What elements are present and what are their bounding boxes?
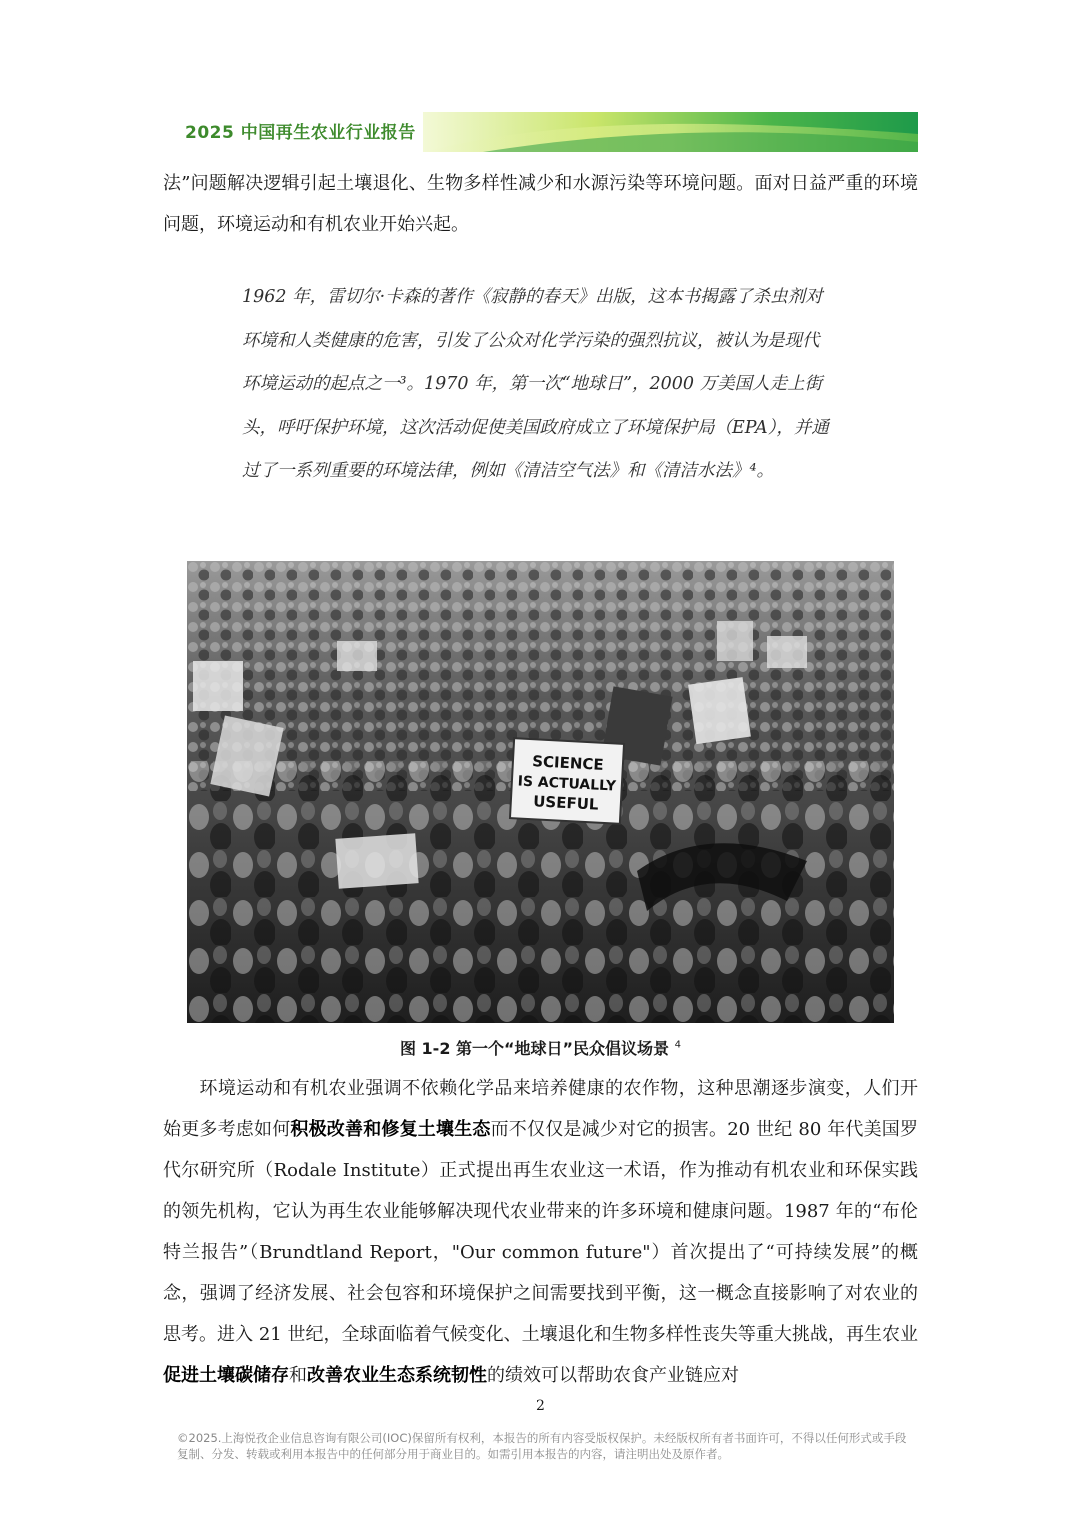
report-header xyxy=(163,112,918,152)
caption-text: 图 1-2 第一个“地球日”民众倡议场景 xyxy=(399,1039,670,1058)
sign-line-3: USEFUL xyxy=(532,792,599,814)
copyright-footer: ©2025.上海悦孜企业信息咨询有限公司(IOC)保留所有权利，本报告的所有内容受版权保护。未经版权所有者书面许可，不得以任何形式或手段复制、分发、转载或利用本报告中的任何部分用于商业目的。如需引用本报告的内容，请注明出处及原作者。 xyxy=(177,1431,907,1461)
crowd-image xyxy=(187,561,894,1023)
sign-line-1: SCIENCE xyxy=(531,752,605,774)
sign-line-2: IS ACTUALLY xyxy=(517,773,617,795)
body-bold-3: 改善农业生态系统韧性 xyxy=(307,1365,487,1386)
body-text-3: 和 xyxy=(289,1365,307,1386)
caption-reference: 4 xyxy=(674,1039,682,1051)
body-text-2: 而不仅仅是减少对它的损害。20 世纪 80 年代美国罗代尔研究所（Rodale Institute）正式提出再生农业这一术语，作为推动有机农业和环保实践的领先机构，它认为再生农业能够解决现代农业带来的许多环境和健康问题。1987 年的“布伦特兰报告”（Brundtland Report，"Our common future"）首次提出了“可持续发展”的概念，强调了经济发展、社会包容和环境保护之间需要找到平衡，这一概念直接影响了对农业的思考。进入 21 世纪，全球面临着气候变化、土壤退化和生物多样性丧失等重大挑战，再生农业 xyxy=(163,1119,918,1345)
history-quote: 1962 年，雷切尔·卡森的著作《寂静的春天》出版，这本书揭露了杀虫剂对环境和人类健康的危害，引发了公众对化学污染的强烈抗议，被认为是现代环境运动的起点之一³。1970 年，第一次“地球日”，2000 万美国人走上街头，呼吁保护环境，这次活动促使美国政府成立了环境保护局（EPA），并通过了一系列重要的环境法律，例如《清洁空气法》和《清洁水法》⁴。 xyxy=(242,287,829,481)
report-title: 2025 中国再生农业行业报告 xyxy=(185,123,416,143)
intro-paragraph: 法”问题解决逻辑引起土壤退化、生物多样性减少和水源污染等环境问题。面对日益严重的环境问题，环境运动和有机农业开始兴起。 xyxy=(163,173,918,235)
body-bold-2: 促进土壤碳储存 xyxy=(163,1365,289,1386)
body-paragraph xyxy=(163,1068,918,1396)
body-text-4: 的绩效可以帮助农食产业链应对 xyxy=(487,1365,739,1386)
science-sign xyxy=(510,738,624,824)
body-bold-1: 积极改善和修复土壤生态 xyxy=(290,1119,491,1140)
header-gradient-band xyxy=(423,112,918,152)
figure-caption xyxy=(163,1036,918,1059)
body-text-1: 环境运动和有机农业强调不依赖化学品来培养健康的农作物，这种思潮逐步演变，人们开始更多考虑如何 xyxy=(163,1078,918,1140)
page-number: 2 xyxy=(536,1398,545,1414)
earth-day-crowd-photo xyxy=(187,561,894,1023)
